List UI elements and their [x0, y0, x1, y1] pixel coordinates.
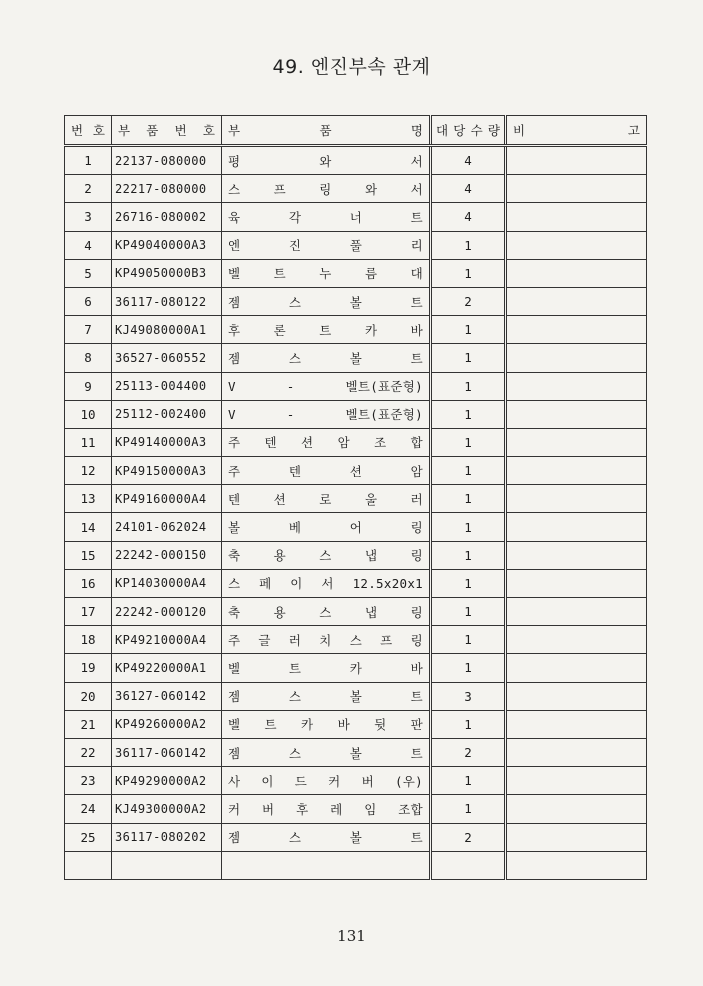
table-row [65, 654, 647, 682]
row-qty: 1 [431, 598, 506, 626]
row-note [506, 287, 647, 315]
row-part-name: 벨 트 카 바 [222, 654, 431, 682]
table-row [65, 682, 647, 710]
row-part-name: 엔 진 풀 리 [222, 231, 431, 259]
row-qty: 1 [431, 259, 506, 287]
row-note [506, 400, 647, 428]
row-qty: 1 [431, 316, 506, 344]
row-qty: 1 [431, 428, 506, 456]
header-name [222, 116, 431, 146]
empty-cell [506, 851, 647, 879]
row-no: 25 [65, 823, 112, 851]
row-part-no: KP49210000A4 [112, 626, 222, 654]
row-part-no: 24101-062024 [112, 513, 222, 541]
row-part-name: V - 벨트(표준형) [222, 400, 431, 428]
row-note [506, 428, 647, 456]
row-part-no: 36117-060142 [112, 738, 222, 766]
row-part-no: KP49150000A3 [112, 457, 222, 485]
row-part-name: 육 각 너 트 [222, 203, 431, 231]
row-part-name: 사 이 드 커 버 (우) [222, 767, 431, 795]
header-label: 번 호 [71, 123, 105, 138]
row-qty: 1 [431, 654, 506, 682]
header-qty [431, 116, 506, 146]
header-row [65, 116, 647, 146]
row-part-no: KP49050000B3 [112, 259, 222, 287]
row-qty: 1 [431, 569, 506, 597]
row-note [506, 626, 647, 654]
row-note [506, 203, 647, 231]
row-note [506, 767, 647, 795]
table-row [65, 598, 647, 626]
table-row-empty [65, 851, 647, 879]
table-row [65, 541, 647, 569]
row-note [506, 795, 647, 823]
row-qty: 2 [431, 738, 506, 766]
table-row [65, 485, 647, 513]
table-body [65, 146, 647, 880]
row-qty: 1 [431, 231, 506, 259]
row-no: 17 [65, 598, 112, 626]
table-row [65, 287, 647, 315]
row-part-no: 25113-004400 [112, 372, 222, 400]
row-part-name: 스 프 링 와 서 [222, 175, 431, 203]
row-qty: 4 [431, 175, 506, 203]
row-part-no: 36527-060552 [112, 344, 222, 372]
table-row [65, 372, 647, 400]
row-no: 18 [65, 626, 112, 654]
row-qty: 1 [431, 513, 506, 541]
header-label: 비 고 [513, 123, 640, 138]
table-row [65, 569, 647, 597]
row-part-no: 26716-080002 [112, 203, 222, 231]
row-part-no: KJ49080000A1 [112, 316, 222, 344]
row-note [506, 682, 647, 710]
row-note [506, 175, 647, 203]
row-part-name: V - 벨트(표준형) [222, 372, 431, 400]
row-part-no: KP49140000A3 [112, 428, 222, 456]
row-no: 1 [65, 146, 112, 175]
row-no: 22 [65, 738, 112, 766]
row-part-no: 36127-060142 [112, 682, 222, 710]
parts-table [64, 115, 647, 880]
row-note [506, 738, 647, 766]
row-part-name: 볼 베 어 링 [222, 513, 431, 541]
page-number: 131 [337, 927, 366, 945]
table-row [65, 231, 647, 259]
header-label: 부 품 번 호 [118, 123, 215, 138]
row-qty: 1 [431, 485, 506, 513]
row-no: 16 [65, 569, 112, 597]
row-no: 19 [65, 654, 112, 682]
table-row [65, 175, 647, 203]
row-no: 21 [65, 710, 112, 738]
row-no: 13 [65, 485, 112, 513]
row-note [506, 541, 647, 569]
header-note [506, 116, 647, 146]
header-no [65, 116, 112, 146]
row-no: 11 [65, 428, 112, 456]
row-part-no: 25112-002400 [112, 400, 222, 428]
table-row [65, 795, 647, 823]
row-qty: 1 [431, 372, 506, 400]
row-no: 7 [65, 316, 112, 344]
row-no: 2 [65, 175, 112, 203]
row-part-no: 22242-000150 [112, 541, 222, 569]
page-title: 49. 엔진부속 관계 [272, 56, 431, 78]
row-qty: 1 [431, 457, 506, 485]
row-part-name: 축 용 스 냅 링 [222, 598, 431, 626]
header-label: 대 당 수 량 [436, 123, 500, 138]
row-note [506, 654, 647, 682]
row-qty: 4 [431, 203, 506, 231]
row-qty: 2 [431, 287, 506, 315]
row-no: 6 [65, 287, 112, 315]
row-part-no: 22217-080000 [112, 175, 222, 203]
row-note [506, 457, 647, 485]
row-part-no: KJ49300000A2 [112, 795, 222, 823]
row-qty: 1 [431, 795, 506, 823]
row-no: 20 [65, 682, 112, 710]
row-part-name: 젬 스 볼 트 [222, 682, 431, 710]
row-qty: 4 [431, 146, 506, 175]
table-row [65, 259, 647, 287]
row-qty: 1 [431, 626, 506, 654]
table-row [65, 767, 647, 795]
header-part-no [112, 116, 222, 146]
row-part-name: 벨 트 카 바 뒷 판 [222, 710, 431, 738]
row-part-name: 후 론 트 카 바 [222, 316, 431, 344]
row-note [506, 569, 647, 597]
row-note [506, 146, 647, 175]
row-part-no: KP14030000A4 [112, 569, 222, 597]
row-part-name: 젬 스 볼 트 [222, 823, 431, 851]
row-part-name: 스 페 이 서 12.5x20x1 [222, 569, 431, 597]
row-part-name: 주 텐 션 암 조 합 [222, 428, 431, 456]
row-qty: 1 [431, 400, 506, 428]
header-label: 부 품 명 [228, 123, 423, 138]
row-note [506, 823, 647, 851]
row-no: 8 [65, 344, 112, 372]
row-note [506, 316, 647, 344]
row-no: 15 [65, 541, 112, 569]
row-part-name: 텐 션 로 울 러 [222, 485, 431, 513]
empty-cell [431, 851, 506, 879]
row-note [506, 513, 647, 541]
row-part-no: KP49290000A2 [112, 767, 222, 795]
row-no: 14 [65, 513, 112, 541]
row-part-no: KP49260000A2 [112, 710, 222, 738]
row-part-name: 벨 트 누 름 대 [222, 259, 431, 287]
table-row [65, 203, 647, 231]
row-part-name: 젬 스 볼 트 [222, 738, 431, 766]
row-qty: 3 [431, 682, 506, 710]
row-part-no: 22137-080000 [112, 146, 222, 175]
row-qty: 1 [431, 344, 506, 372]
empty-cell [65, 851, 112, 879]
row-part-no: KP49220000A1 [112, 654, 222, 682]
row-part-name: 주 텐 션 암 [222, 457, 431, 485]
row-qty: 1 [431, 710, 506, 738]
row-qty: 2 [431, 823, 506, 851]
row-part-no: 36117-080202 [112, 823, 222, 851]
empty-cell [222, 851, 431, 879]
row-part-no: KP49040000A3 [112, 231, 222, 259]
table-row [65, 400, 647, 428]
row-qty: 1 [431, 767, 506, 795]
row-no: 3 [65, 203, 112, 231]
row-no: 24 [65, 795, 112, 823]
table-row [65, 146, 647, 175]
row-part-name: 커 버 후 레 임 조합 [222, 795, 431, 823]
row-part-no: 22242-000120 [112, 598, 222, 626]
row-no: 12 [65, 457, 112, 485]
table-row [65, 428, 647, 456]
row-qty: 1 [431, 541, 506, 569]
row-no: 5 [65, 259, 112, 287]
row-note [506, 598, 647, 626]
row-no: 4 [65, 231, 112, 259]
row-part-name: 젬 스 볼 트 [222, 344, 431, 372]
row-note [506, 485, 647, 513]
table-row [65, 626, 647, 654]
empty-cell [112, 851, 222, 879]
row-note [506, 372, 647, 400]
row-note [506, 344, 647, 372]
table-row [65, 316, 647, 344]
row-part-name: 축 용 스 냅 링 [222, 541, 431, 569]
table-row [65, 457, 647, 485]
row-note [506, 710, 647, 738]
row-no: 10 [65, 400, 112, 428]
row-note [506, 231, 647, 259]
row-no: 23 [65, 767, 112, 795]
table-row [65, 344, 647, 372]
row-part-name: 평 와 서 [222, 146, 431, 175]
table-row [65, 823, 647, 851]
table-row [65, 738, 647, 766]
table-row [65, 513, 647, 541]
table-row [65, 710, 647, 738]
row-note [506, 259, 647, 287]
row-part-name: 젬 스 볼 트 [222, 287, 431, 315]
row-part-no: KP49160000A4 [112, 485, 222, 513]
row-no: 9 [65, 372, 112, 400]
row-part-name: 주 글 러 치 스 프 링 [222, 626, 431, 654]
row-part-no: 36117-080122 [112, 287, 222, 315]
